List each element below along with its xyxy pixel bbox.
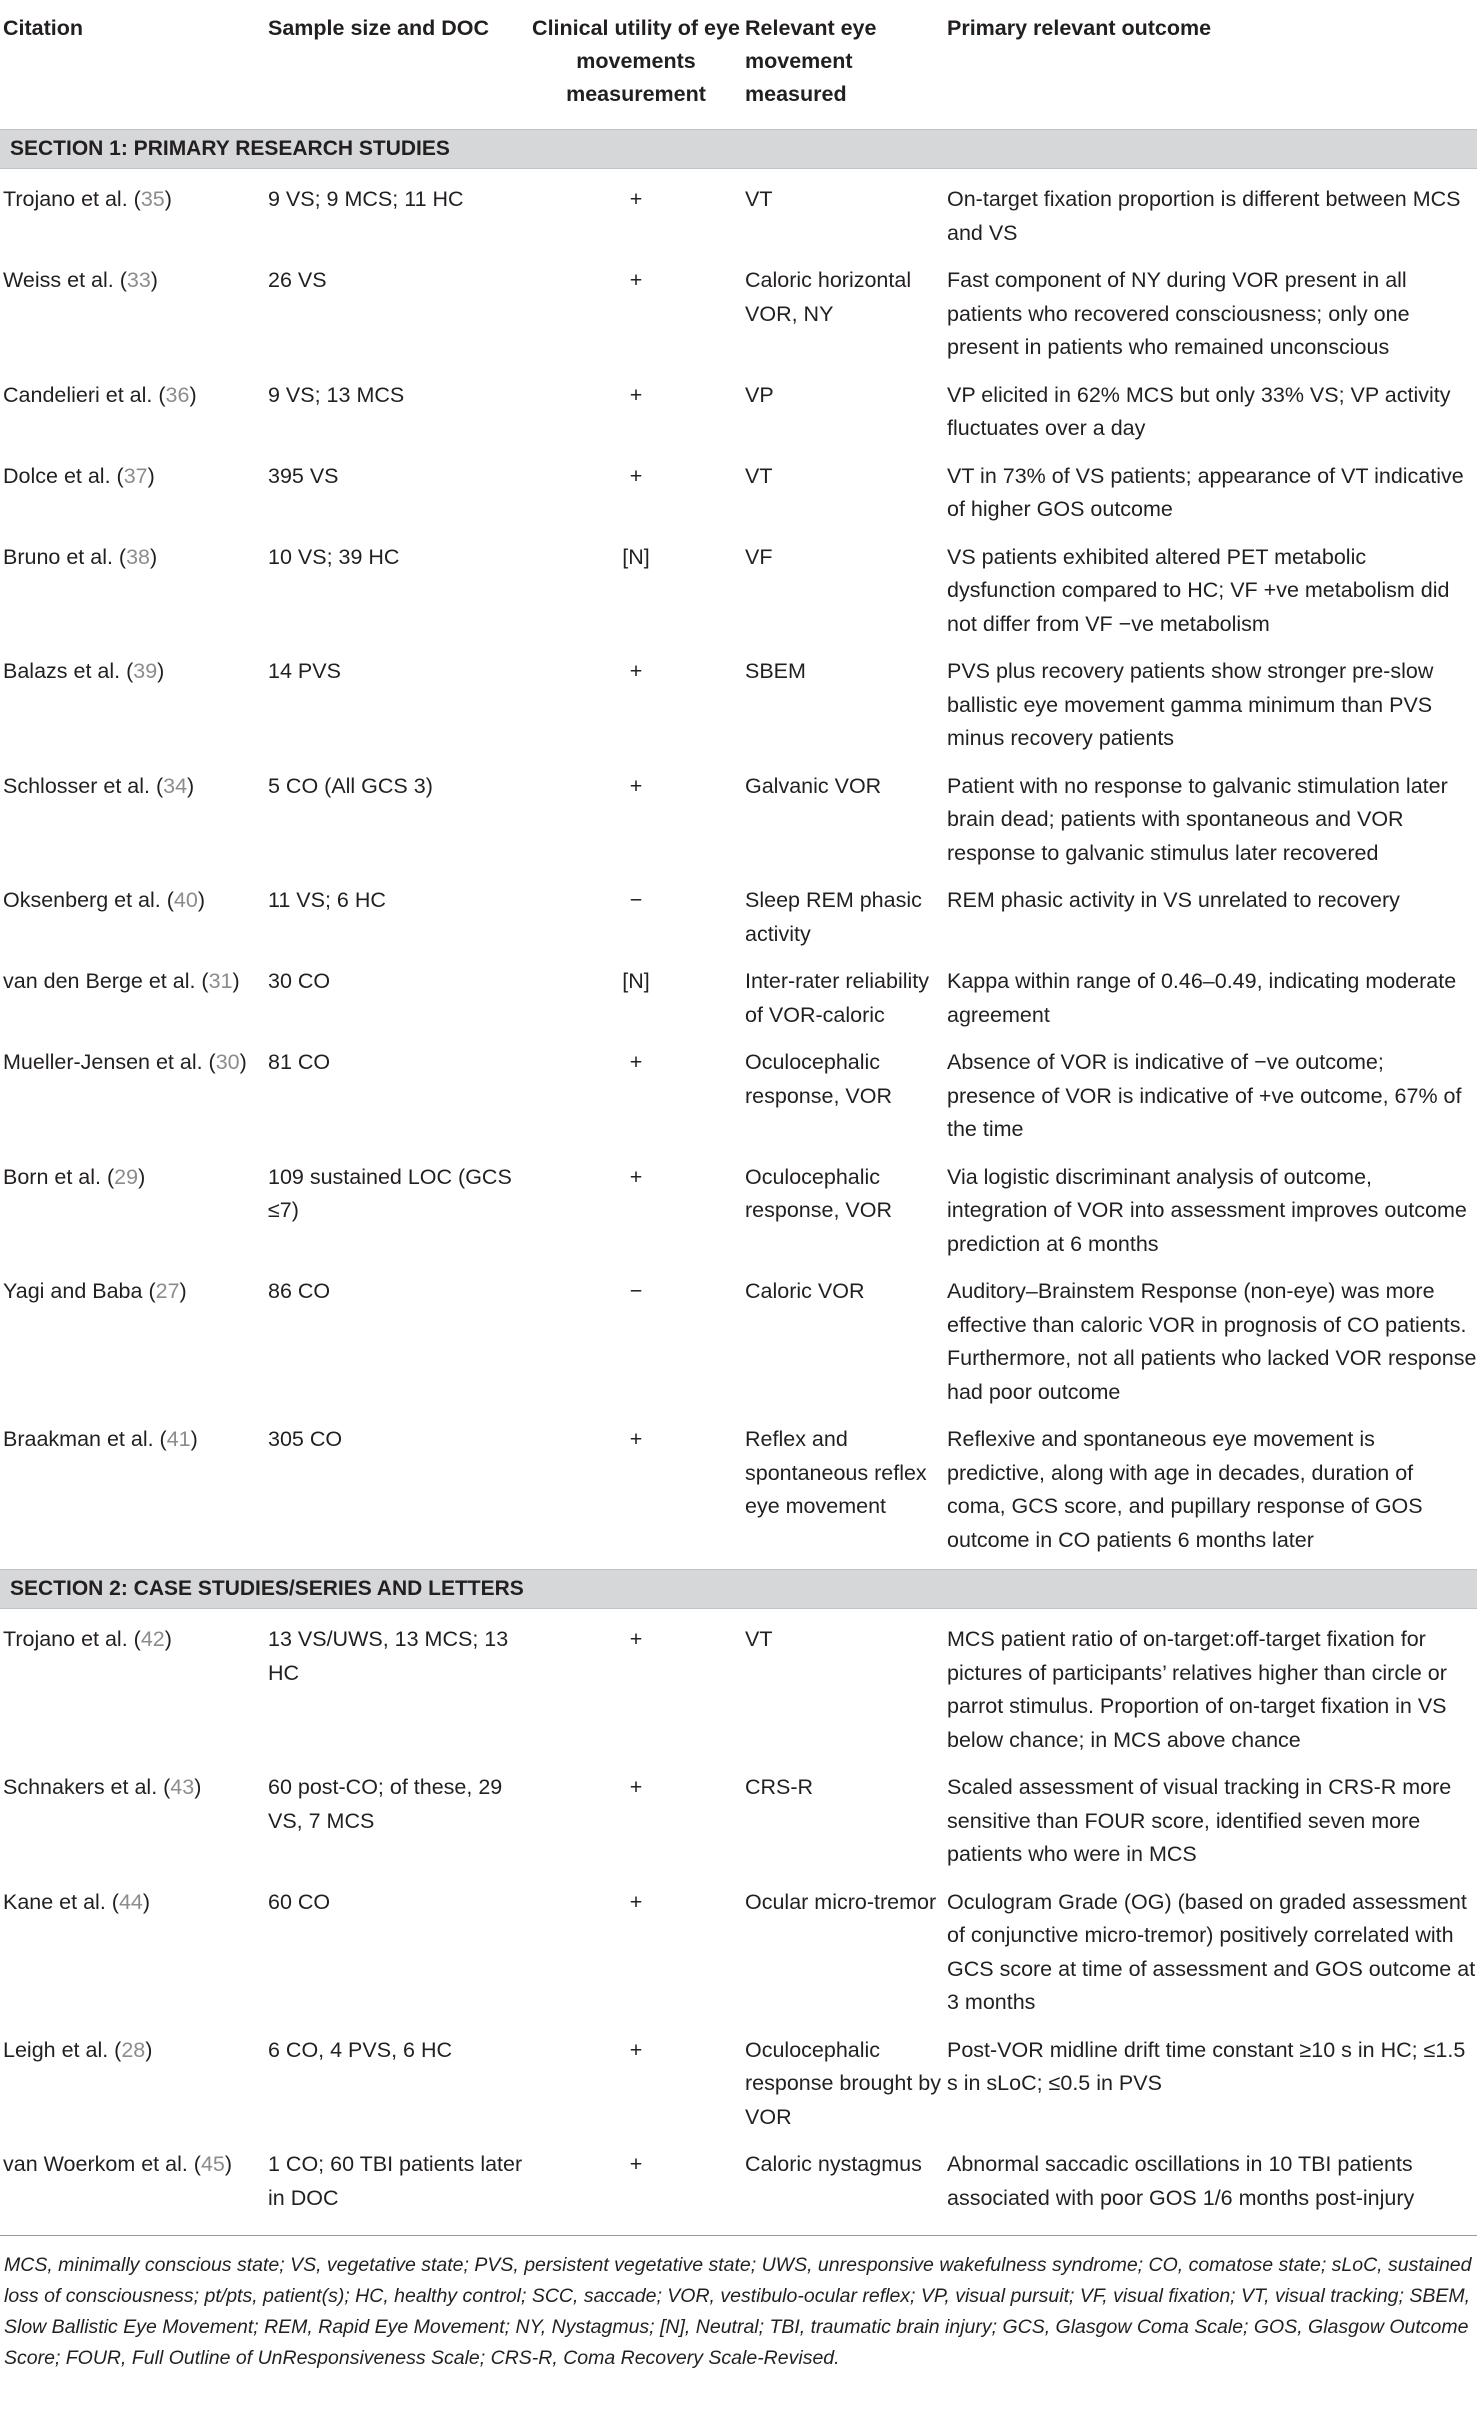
utility-cell: [N] [622, 969, 650, 993]
outcome-cell: Reflexive and spontaneous eye movement is predictive, along with age in decades, duration of coma, GCS score, and pupillary response of GOS outcome in CO patients 6 months later [947, 1427, 1423, 1552]
citation-ref-link[interactable]: 38 [126, 544, 151, 569]
utility-cell: + [629, 463, 643, 488]
sample-cell: 9 VS; 13 MCS [268, 382, 405, 407]
citation-cell [0, 951, 268, 1032]
citation-close: ) [232, 969, 240, 993]
citation-cell [0, 1261, 268, 1409]
table-row [0, 365, 1477, 446]
citation-cell [0, 1032, 268, 1147]
header-utility: Clinical utility of eye movements measurement [532, 16, 740, 106]
section-2-title: SECTION 2: CASE STUDIES/SERIES AND LETTERS [0, 1570, 1477, 1609]
movement-cell: Oculocephalic response, VOR [745, 1164, 892, 1222]
utility-cell: + [629, 1427, 643, 1451]
table-row [0, 641, 1477, 756]
citation-author: Schlosser et al. ( [3, 773, 164, 798]
outcome-cell: Patient with no response to galvanic stimulation later brain dead; patients with spontaneous and VOR response to galvanic stimulus later recovered [947, 773, 1448, 865]
movement-cell: Reflex and spontaneous reflex eye movement [745, 1427, 927, 1518]
sample-cell: 11 VS; 6 HC [268, 888, 386, 912]
citation-close: ) [190, 1427, 198, 1451]
table-row [0, 527, 1477, 642]
outcome-cell: Abnormal saccadic oscillations in 10 TBI patients associated with poor GOS 1/6 months post-injury [947, 2152, 1415, 2210]
header-movement: Relevant eye movement measured [745, 16, 877, 106]
utility-cell: + [629, 1889, 643, 1914]
outcome-cell: PVS plus recovery patients show stronger pre-slow ballistic eye movement gamma minimum than PVS minus recovery patients [947, 659, 1434, 750]
movement-cell: VT [745, 1627, 773, 1651]
citation-close: ) [179, 1279, 187, 1303]
citation-cell [0, 756, 268, 871]
citation-author: Balazs et al. ( [3, 659, 134, 683]
citation-cell [0, 870, 268, 951]
sample-cell: 30 CO [268, 969, 331, 993]
outcome-cell: Absence of VOR is indicative of −ve outcome; presence of VOR is indicative of +ve outcome, 67% of the time [947, 1050, 1462, 1141]
citation-close: ) [189, 382, 197, 407]
sample-cell: 13 VS/UWS, 13 MCS; 13 HC [268, 1627, 509, 1685]
utility-cell: + [629, 1164, 643, 1189]
sample-cell: 86 CO [268, 1279, 331, 1303]
movement-cell: VP [745, 382, 774, 407]
utility-cell: − [629, 888, 643, 912]
citation-ref-link[interactable]: 36 [165, 382, 190, 407]
table-row [0, 1609, 1477, 1758]
utility-cell: + [629, 659, 643, 683]
utility-cell: + [629, 2152, 643, 2176]
table-row [0, 1757, 1477, 1872]
citation-author: Bruno et al. ( [3, 544, 127, 569]
section-2-header [0, 1570, 1477, 1609]
citation-cell [0, 365, 268, 446]
citation-author: Candelieri et al. ( [3, 382, 166, 407]
citation-close: ) [157, 659, 165, 683]
sample-cell: 26 VS [268, 268, 327, 292]
header-outcome: Primary relevant outcome [947, 16, 1212, 40]
citation-close: ) [142, 1889, 151, 1914]
citation-close: ) [164, 1627, 172, 1651]
citation-cell [0, 1147, 268, 1262]
table-row [0, 1409, 1477, 1570]
citation-close: ) [150, 544, 158, 569]
citation-ref-link[interactable]: 31 [208, 969, 233, 993]
sample-cell: 9 VS; 9 MCS; 11 HC [268, 187, 464, 211]
outcome-cell: MCS patient ratio of on-target:off-target fixation for pictures of participants’ relatives higher than circle or parrot stimulus. Proportion of on-target fixation in VS below chance; in MCS above chance [947, 1627, 1447, 1752]
header-citation: Citation [3, 16, 84, 40]
movement-cell: Sleep REM phasic activity [745, 888, 922, 946]
sample-cell: 6 CO, 4 PVS, 6 HC [268, 2037, 453, 2062]
citation-cell [0, 1409, 268, 1570]
citation-ref-link[interactable]: 43 [170, 1775, 195, 1799]
citation-close: ) [150, 268, 158, 292]
citation-close: ) [224, 2152, 233, 2176]
outcome-cell: Fast component of NY during VOR present in all patients who recovered consciousness; only one present in patients who remained unconscious [947, 268, 1410, 359]
citation-author: Born et al. ( [3, 1164, 115, 1189]
citation-author: Trojano et al. ( [3, 187, 141, 211]
movement-cell: Inter-rater reliability of VOR-caloric [745, 969, 929, 1027]
citation-close: ) [187, 773, 195, 798]
citation-cell [0, 250, 268, 365]
outcome-cell: REM phasic activity in VS unrelated to recovery [947, 888, 1400, 912]
sample-cell: 60 post-CO; of these, 29 VS, 7 MCS [268, 1775, 503, 1833]
movement-cell: Caloric VOR [745, 1279, 865, 1303]
sample-cell: 305 CO [268, 1427, 343, 1451]
citation-author: van den Berge et al. ( [3, 969, 209, 993]
sample-cell: 395 VS [268, 463, 339, 488]
table-row [0, 250, 1477, 365]
movement-cell: CRS-R [745, 1775, 814, 1799]
sample-cell: 109 sustained LOC (GCS ≤7) [268, 1164, 512, 1222]
citation-cell [0, 1609, 268, 1758]
movement-cell: Oculocephalic response brought by VOR [745, 2037, 942, 2129]
citation-ref-link[interactable]: 34 [163, 773, 188, 798]
table-footnote: MCS, minimally conscious state; VS, vegetative state; PVS, persistent vegetative state; UWS, unresponsive wakefulness syndrome; CO, comatose state; sLoC, sustained loss of consciousness; pt/pts, patient(s); HC, healthy control; SCC, saccade; VOR, vestibulo-ocular reflex; VP, visual pursuit; VF, visual fixation; VT, visual tracking; SBEM, Slow Ballistic Eye Movement; REM, Rapid Eye Movement; NY, Nystagmus; [N], Neutral; TBI, traumatic brain injury; GCS, Glasgow Coma Scale; GOS, Glasgow Outcome Score; FOUR, Full Outline of UnResponsiveness Scale; CRS-R, Coma Recovery Scale-Revised. [0, 2235, 1477, 2374]
outcome-cell: On-target fixation proportion is different between MCS and VS [947, 187, 1461, 245]
outcome-cell: VP elicited in 62% MCS but only 33% VS; VP activity fluctuates over a day [947, 382, 1451, 440]
table-row [0, 2020, 1477, 2135]
utility-cell: + [629, 1775, 643, 1799]
utility-cell: + [629, 187, 643, 211]
movement-cell: SBEM [745, 659, 806, 683]
movement-cell: VT [745, 187, 773, 211]
utility-cell: − [629, 1279, 643, 1303]
outcome-cell: VS patients exhibited altered PET metabolic dysfunction compared to HC; VF +ve metabolism did not differ from VF −ve metabolism [947, 544, 1450, 636]
header-sample: Sample size and DOC [268, 16, 490, 40]
table-header [0, 0, 1477, 130]
section-1-title: SECTION 1: PRIMARY RESEARCH STUDIES [0, 130, 1477, 169]
sample-cell: 14 PVS [268, 659, 341, 683]
movement-cell: VF [745, 544, 773, 569]
citation-ref-link[interactable]: 39 [133, 659, 158, 683]
table-row [0, 951, 1477, 1032]
utility-cell: + [629, 1050, 643, 1074]
citation-author: Yagi and Baba ( [3, 1279, 156, 1303]
table-row [0, 1147, 1477, 1262]
section-1-header [0, 130, 1477, 169]
citation-close: ) [197, 888, 205, 912]
outcome-cell: Kappa within range of 0.46–0.49, indicating moderate agreement [947, 969, 1457, 1027]
citation-ref-link[interactable]: 42 [140, 1627, 165, 1651]
table-row [0, 870, 1477, 951]
table-row [0, 1261, 1477, 1409]
movement-cell: Caloric horizontal VOR, NY [745, 268, 912, 326]
citation-ref-link[interactable]: 37 [123, 463, 148, 488]
citation-author: Oksenberg et al. ( [3, 888, 174, 912]
citation-cell [0, 2134, 268, 2227]
utility-cell: + [629, 382, 643, 407]
utility-cell: + [629, 1627, 643, 1651]
citation-ref-link[interactable]: 41 [166, 1427, 191, 1451]
citation-author: Braakman et al. ( [3, 1427, 167, 1451]
citation-ref-link[interactable]: 28 [121, 2037, 146, 2062]
sample-cell: 1 CO; 60 TBI patients later in DOC [268, 2152, 523, 2210]
citation-close: ) [194, 1775, 202, 1799]
citation-author: Leigh et al. ( [3, 2037, 122, 2062]
citation-author: Schnakers et al. ( [3, 1775, 171, 1799]
outcome-cell: VT in 73% of VS patients; appearance of VT indicative of higher GOS outcome [947, 463, 1464, 521]
outcome-cell: Scaled assessment of visual tracking in CRS-R more sensitive than FOUR score, identified seven more patients who were in MCS [947, 1775, 1452, 1866]
table-row [0, 1032, 1477, 1147]
sample-cell: 10 VS; 39 HC [268, 544, 400, 569]
citation-cell [0, 1872, 268, 2020]
citation-author: Weiss et al. ( [3, 268, 127, 292]
table-row [0, 169, 1477, 251]
citation-ref-link[interactable]: 44 [118, 1889, 143, 1914]
table-body [0, 130, 1477, 2228]
citation-ref-link[interactable]: 35 [140, 187, 165, 211]
citation-ref-link[interactable]: 27 [155, 1279, 180, 1303]
citation-close: ) [239, 1050, 247, 1074]
citation-author: Trojano et al. ( [3, 1627, 141, 1651]
citation-author: Dolce et al. ( [3, 463, 124, 488]
citation-author: Mueller-Jensen et al. ( [3, 1050, 216, 1074]
utility-cell: + [629, 268, 643, 292]
outcome-cell: Auditory–Brainstem Response (non-eye) was more effective than caloric VOR in prognosis of CO patients. Furthermore, not all patients who lacked VOR response had poor outcome [947, 1279, 1477, 1404]
outcome-cell: Post-VOR midline drift time constant ≥10 s in HC; ≤1.5 s in sLoC; ≤0.5 in PVS [947, 2037, 1466, 2095]
citation-ref-link[interactable]: 29 [114, 1164, 139, 1189]
citation-author: Kane et al. ( [3, 1889, 119, 1914]
citation-author: van Woerkom et al. ( [3, 2152, 201, 2176]
outcome-cell: Via logistic discriminant analysis of outcome, integration of VOR into assessment improves outcome prediction at 6 months [947, 1164, 1467, 1256]
outcome-cell: Oculogram Grade (OG) (based on graded assessment of conjunctive micro-tremor) positively correlated with GCS score at time of assessment and GOS outcome at 3 months [947, 1889, 1476, 2014]
movement-cell: Oculocephalic response, VOR [745, 1050, 892, 1108]
citation-cell [0, 1757, 268, 1872]
citation-close: ) [164, 187, 172, 211]
citation-close: ) [145, 2037, 153, 2062]
sample-cell: 60 CO [268, 1889, 331, 1914]
citation-cell [0, 2020, 268, 2135]
movement-cell: Galvanic VOR [745, 773, 882, 798]
table-row [0, 756, 1477, 871]
table-row [0, 2134, 1477, 2227]
citation-cell [0, 641, 268, 756]
citation-cell [0, 527, 268, 642]
citation-cell [0, 169, 268, 251]
citation-ref-link[interactable]: 30 [215, 1050, 240, 1074]
citation-ref-link[interactable]: 40 [173, 888, 198, 912]
citation-close: ) [138, 1164, 146, 1189]
citation-ref-link[interactable]: 45 [200, 2152, 225, 2176]
utility-cell: + [629, 2037, 643, 2062]
table-row [0, 446, 1477, 527]
citation-ref-link[interactable]: 33 [126, 268, 151, 292]
citation-cell [0, 446, 268, 527]
movement-cell: Ocular micro-tremor [745, 1889, 937, 1914]
sample-cell: 5 CO (All GCS 3) [268, 773, 433, 798]
utility-cell: [N] [622, 544, 650, 569]
citation-close: ) [147, 463, 155, 488]
table-row [0, 1872, 1477, 2020]
sample-cell: 81 CO [268, 1050, 331, 1074]
movement-cell: VT [745, 463, 773, 488]
movement-cell: Caloric nystagmus [745, 2152, 922, 2176]
utility-cell: + [629, 773, 643, 798]
